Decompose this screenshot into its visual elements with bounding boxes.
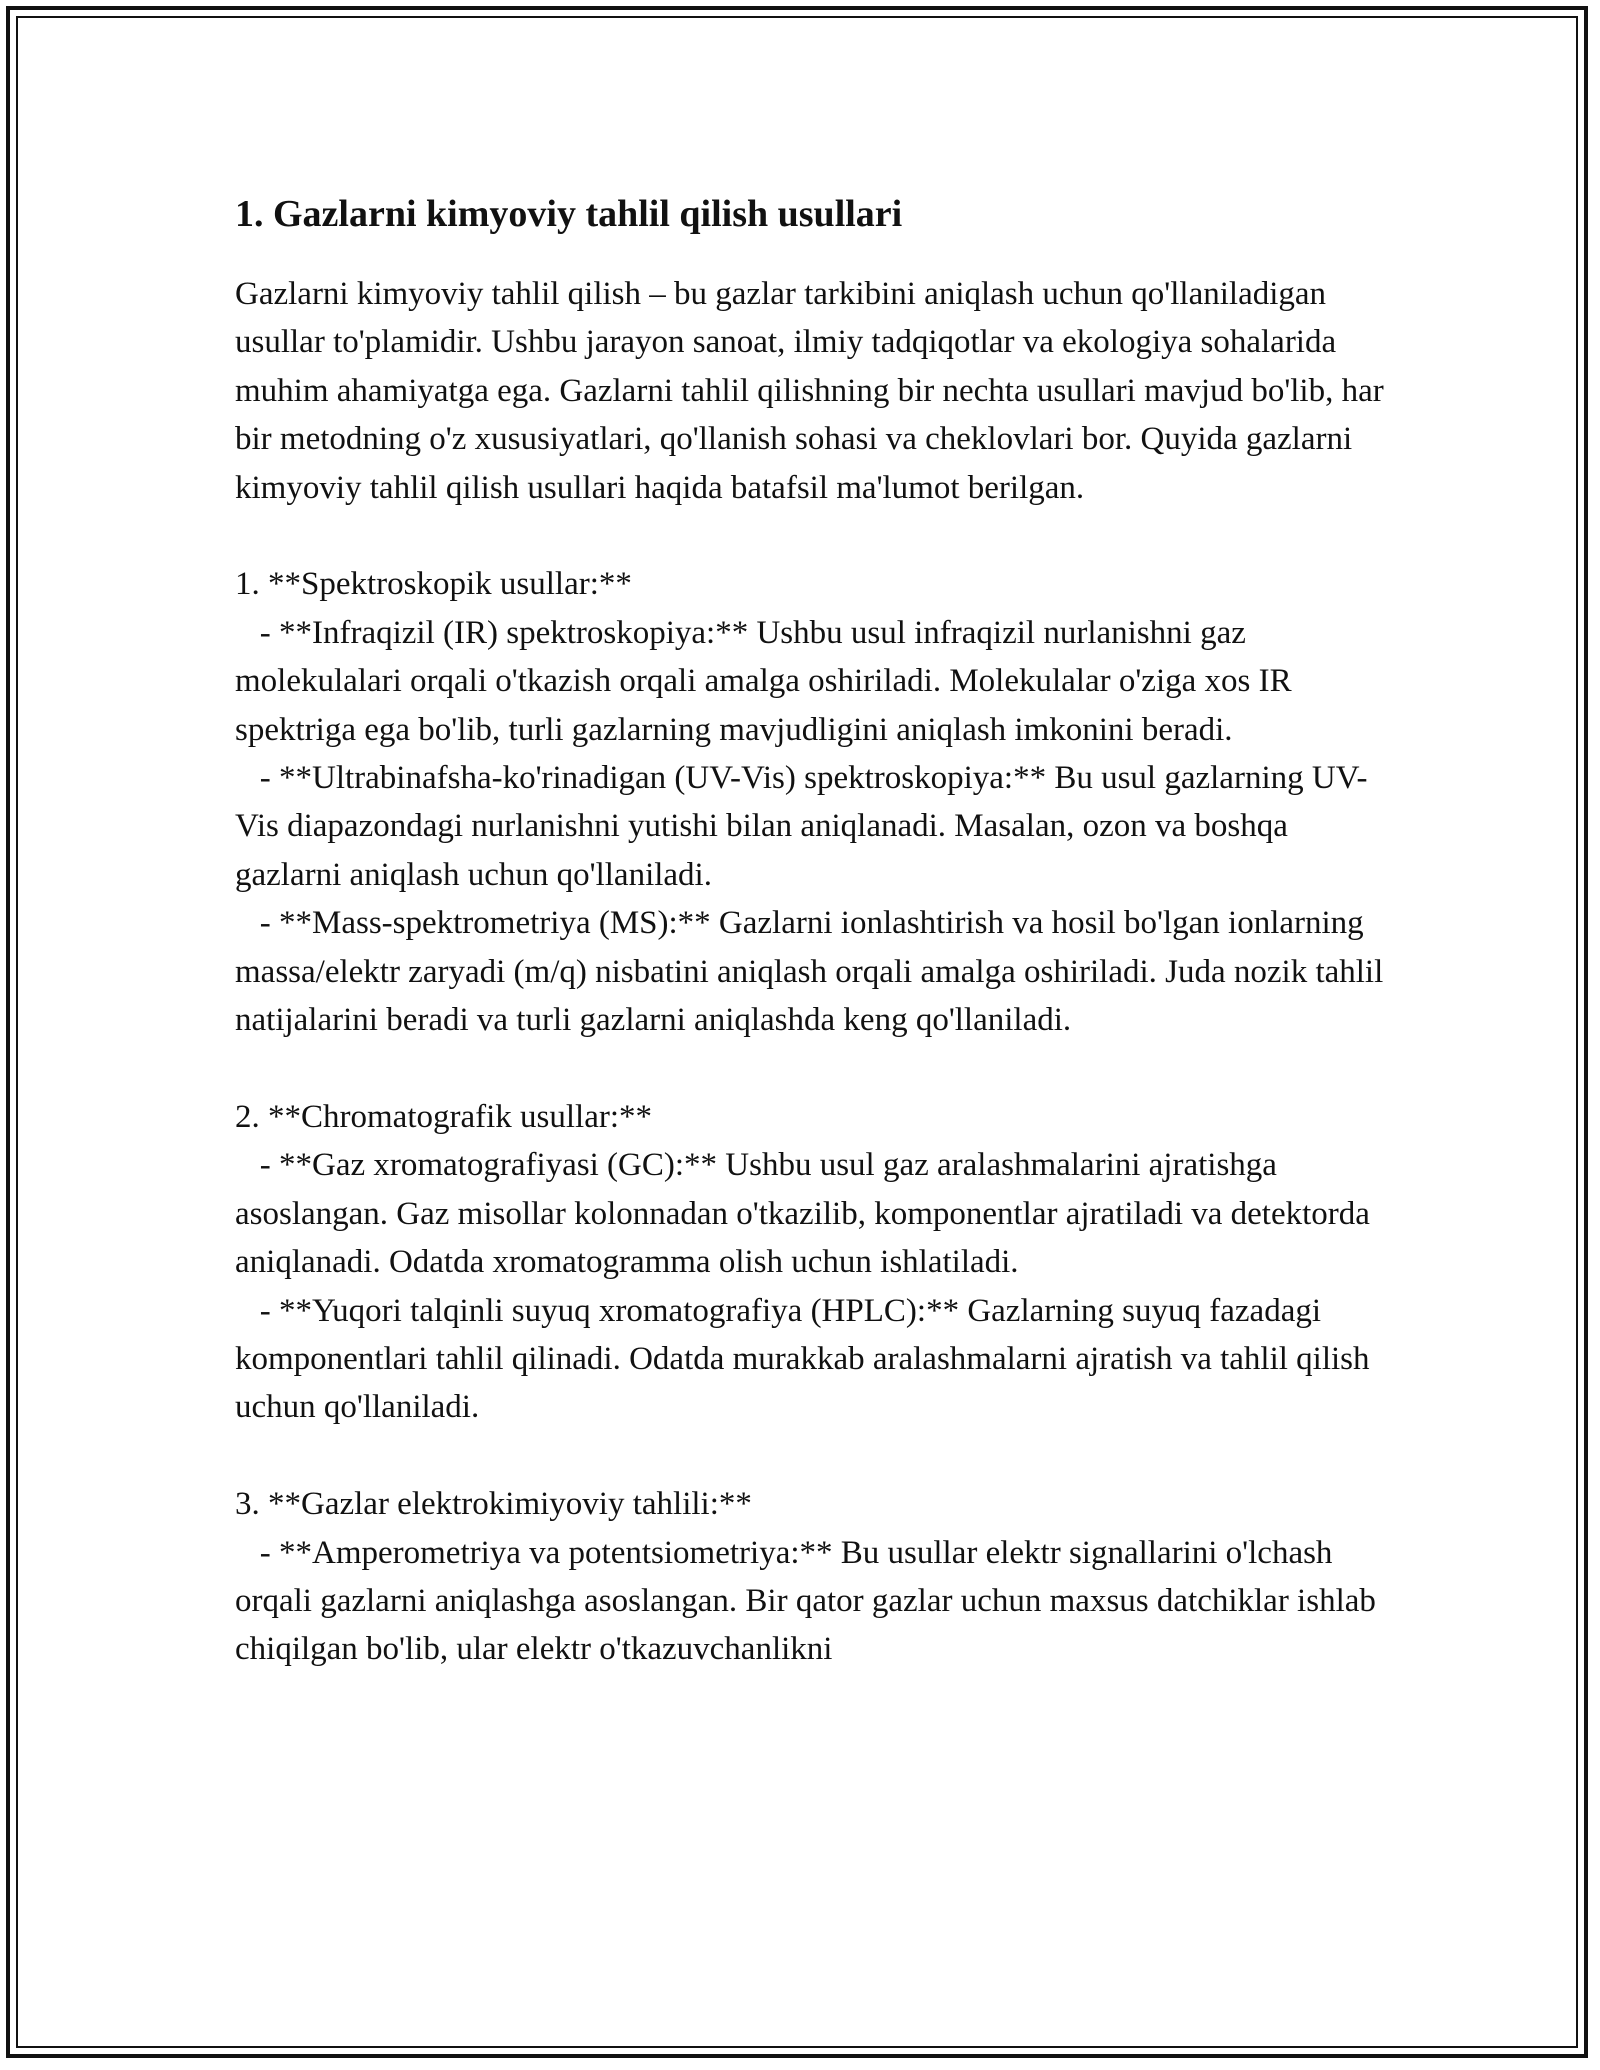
section-1-item-1: - **Infraqizil (IR) spektroskopiya:** Ushbu usul infraqizil nurlanishni gaz molekulalari orqali o'tkazish orqali amalga oshiriladi. Molekulalar o'ziga xos IR spektriga ega bo'lib, turli gazlarning mavjudligini aniqlash imkonini beradi. [235,614,1300,748]
section-2-title: 2. **Chromatografik usullar:** [235,1098,653,1135]
section-spacer [235,1044,1385,1092]
section-1-item-2: - **Ultrabinafsha-ko'rinadigan (UV-Vis) spektroskopiya:** Bu usul gazlarning UV-Vis diapazondagi nurlanishni yutishi bilan aniqlanadi. Masalan, ozon va boshqa gazlarni aniqlash uchun qo'llaniladi. [235,760,1368,893]
document-body [235,186,1392,1674]
section-2-item-1: - **Gaz xromatografiyasi (GC):** Ushbu usul gaz aralashmalarini ajratishga asoslangan. Gaz misollar kolonnadan o'tkazilib, komponentlar ajratiladi va detektorda aniqlanadi. Odatda xromatogramma olish uchun ishlatiladi. [235,1147,1379,1281]
document-heading: 1. Gazlarni kimyoviy tahlil qilish usullari [235,193,903,235]
section-1-item-3: - **Mass-spektrometriya (MS):** Gazlarni ionlashtirish va hosil bo'lgan ionlarning massa/elektr zaryadi (m/q) nisbatini aniqlash orqali amalga oshiriladi. Juda nozik tahlil natijalarini beradi va turli gazlarni aniqlashda keng qo'llaniladi. [235,905,1392,1039]
section-spacer [235,1432,1385,1480]
section-2-item-2: - **Yuqori talqinli suyuq xromatografiya (HPLC):** Gazlarning suyuq fazadagi komponentlari tahlil qilinadi. Odatda murakkab aralashmalarni ajratish va tahlil qilish uchun qo'llaniladi. [235,1292,1378,1426]
intro-paragraph: Gazlarni kimyoviy tahlil qilish – bu gazlar tarkibini aniqlash uchun qo'llaniladigan usullar to'plamidir. Ushbu jarayon sanoat, ilmiy tadqiqotlar va ekologiya sohalarida muhim ahamiyatga ega. Gazlarni tahlil qilishning bir nechta usullari mavjud bo'lib, har bir metodning o'z xususiyatlari, qo'llanish sohasi va cheklovlari bor. Quyida gazlarni kimyoviy tahlil qilish usullari haqida batafsil ma'lumot berilgan. [235,276,1392,506]
section-1-title: 1. **Spektroskopik usullar:** [235,566,632,603]
section-spacer [235,512,1385,560]
section-3-title: 3. **Gazlar elektrokimiyoviy tahlili:** [235,1486,752,1523]
section-3-item-1: - **Amperometriya va potentsiometriya:** Bu usullar elektr signallarini o'lchash orqali gazlarni aniqlashga asoslangan. Bir qator gazlar uchun maxsus datchiklar ishlab chiqilgan bo'lib, ular elektr o'tkazuvchanlikni [235,1534,1385,1668]
